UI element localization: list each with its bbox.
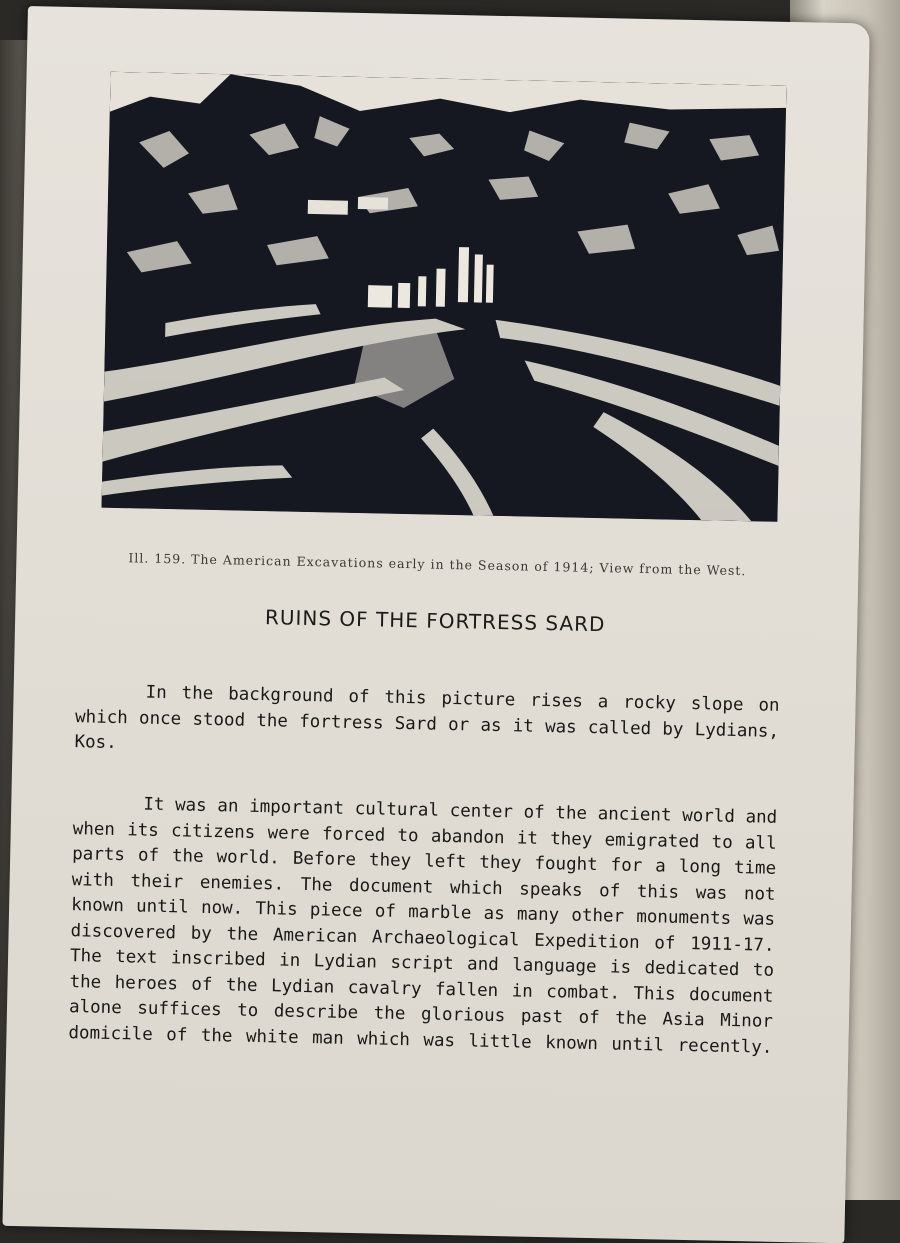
page-title: RUINS OF THE FORTRESS SARD bbox=[264, 605, 606, 637]
paragraph-2 bbox=[68, 791, 778, 1086]
paragraph-1-text: In the background of this picture rises a rocky slope on which once stood the fortress Sard or as it was called by Lydians, Kos. bbox=[74, 682, 780, 754]
paragraph-2-text: It was an important cultural center of the ancient world and when its citizens were forced to abandon it they emigrated to all parts of the world. Before they left they fought for a long time with their enemies. The document which speaks of this was not known until now. This piece of marble as many other monuments was discovered by the American Archaeological Expedition of 1911-17. The text inscribed in Lydian script and language is dedicated to the heroes of the Lydian cavalry fallen in combat. This document alone suffices to describe the glorious past of the Asia Minor domicile of the white man which was little known until recently. bbox=[68, 794, 778, 1058]
book-page bbox=[2, 6, 869, 1243]
excavation-photo-drawing bbox=[102, 72, 787, 522]
excavation-photo bbox=[102, 72, 787, 522]
paragraph-1 bbox=[74, 679, 780, 796]
photo-caption: Ill. 159. The American Excavations early in the Season of 1914; View from the West. bbox=[128, 550, 747, 579]
